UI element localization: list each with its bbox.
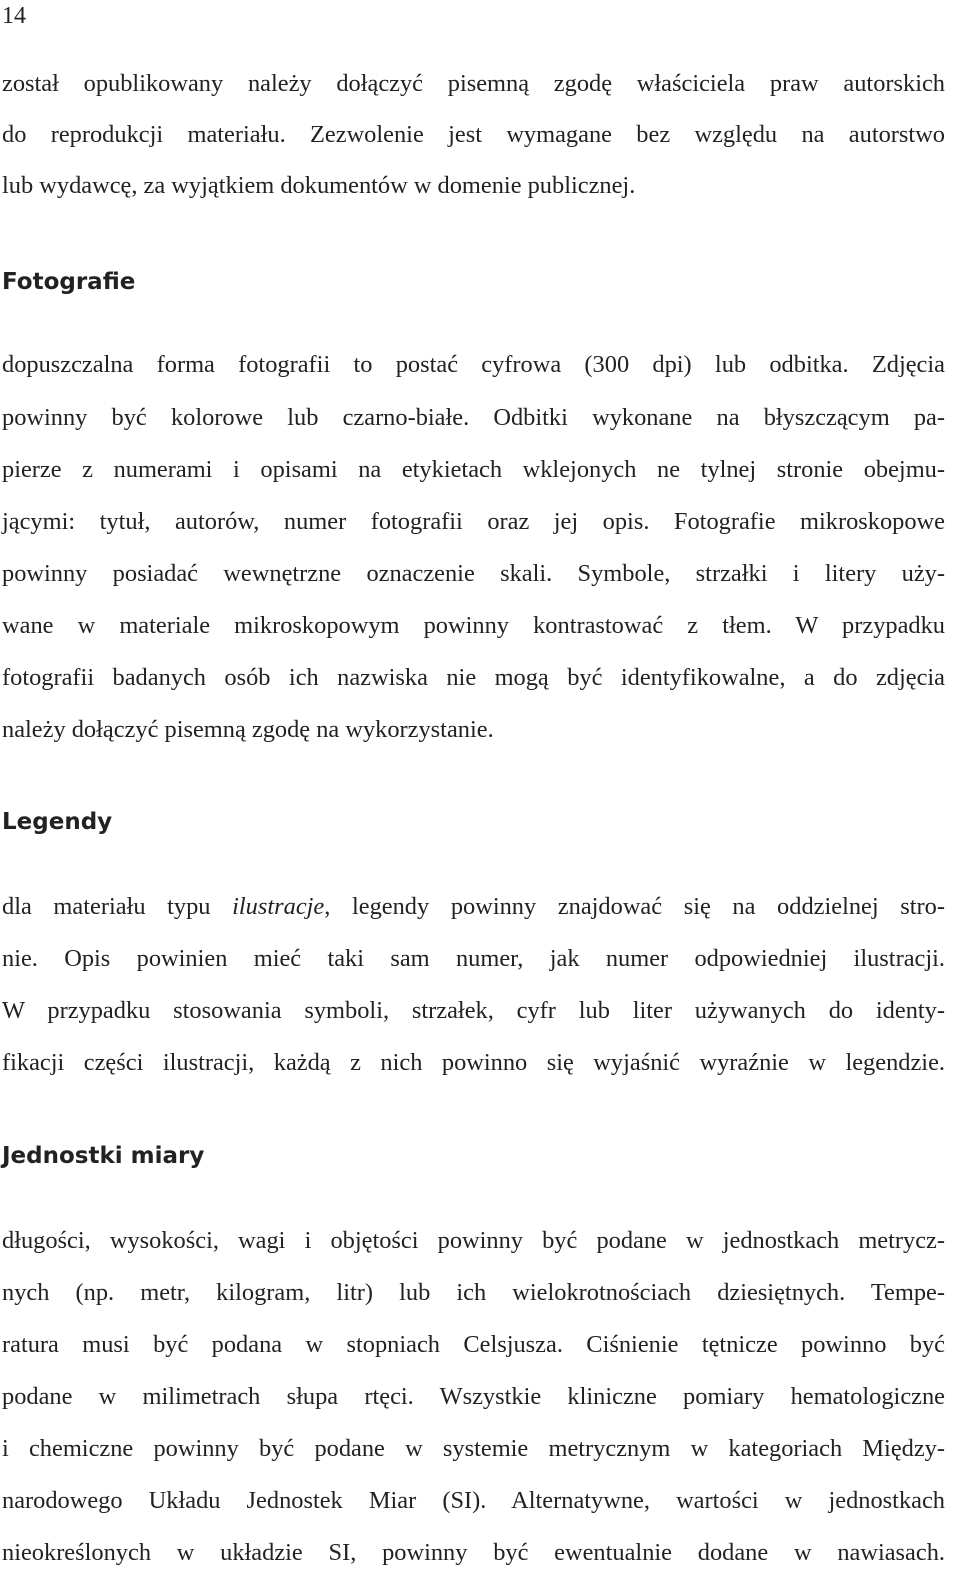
intro-line-3: lub wydawcę, za wyjątkiem dokumentów w domenie publicznej. <box>2 172 636 199</box>
jednostki-line-2: nych (np. metr, kilogram, litr) lub ich wielokrotnościach dziesiętnych. Tempe- <box>2 1279 945 1306</box>
jednostki-line-5: i chemiczne powinny być podane w systemie metrycznym w kategoriach Między- <box>2 1435 945 1462</box>
jednostki-line-1: długości, wysokości, wagi i objętości powinny być podane w jednostkach metrycz- <box>2 1227 945 1254</box>
fotografie-line-3: pierze z numerami i opisami na etykietach wklejonych ne tylnej stronie obejmu- <box>2 456 945 483</box>
fotografie-line-2: powinny być kolorowe lub czarno-białe. Odbitki wykonane na błyszczącym pa- <box>2 404 945 431</box>
jednostki-line-7: nieokreślonych w układzie SI, powinny być ewentualnie dodane w nawiasach. <box>2 1539 945 1566</box>
legendy-line-1-before: dla materiału typu <box>2 893 233 920</box>
section-heading-legendy: Legendy <box>2 809 113 835</box>
legendy-line-2: nie. Opis powinien mieć taki sam numer, jak numer odpowiedniej ilustracji. <box>2 945 945 972</box>
intro-line-2: do reprodukcji materiału. Zezwolenie jest wymagane bez względu na autorstwo <box>2 121 945 148</box>
fotografie-line-6: wane w materiale mikroskopowym powinny kontrastować z tłem. W przypadku <box>2 612 945 639</box>
fotografie-line-1: dopuszczalna forma fotografii to postać cyfrowa (300 dpi) lub odbitka. Zdjęcia <box>2 351 945 378</box>
jednostki-line-6: narodowego Układu Jednostek Miar (SI). Alternatywne, wartości w jednostkach <box>2 1487 945 1514</box>
intro-line-1: został opublikowany należy dołączyć pisemną zgodę właściciela praw autorskich <box>2 70 945 97</box>
jednostki-line-3: ratura musi być podana w stopniach Celsjusza. Ciśnienie tętnicze powinno być <box>2 1331 945 1358</box>
legendy-line-4: fikacji części ilustracji, każdą z nich powinno się wyjaśnić wyraźnie w legendzie. <box>2 1049 945 1076</box>
fotografie-line-4: jącymi: tytuł, autorów, numer fotografii oraz jej opis. Fotografie mikroskopowe <box>2 508 945 535</box>
legendy-line-3: W przypadku stosowania symboli, strzałek, cyfr lub liter używanych do identy- <box>2 997 945 1024</box>
fotografie-line-5: powinny posiadać wewnętrzne oznaczenie skali. Symbole, strzałki i litery uży- <box>2 560 945 587</box>
legendy-line-1-after: , legendy powinny znajdować się na oddzielnej stro- <box>324 893 945 920</box>
fotografie-line-8: należy dołączyć pisemną zgodę na wykorzystanie. <box>2 716 494 743</box>
section-heading-jednostki-miary: Jednostki miary <box>2 1143 205 1169</box>
legendy-line-1-emphasis: ilustracje <box>232 893 325 920</box>
section-heading-fotografie: Fotografie <box>2 269 136 295</box>
fotografie-line-7: fotografii badanych osób ich nazwiska nie mogą być identyfikowalne, a do zdjęcia <box>2 664 945 691</box>
legendy-line-1 <box>2 892 945 922</box>
jednostki-line-4: podane w milimetrach słupa rtęci. Wszystkie kliniczne pomiary hematologiczne <box>2 1383 945 1410</box>
page-number: 14 <box>2 3 26 29</box>
